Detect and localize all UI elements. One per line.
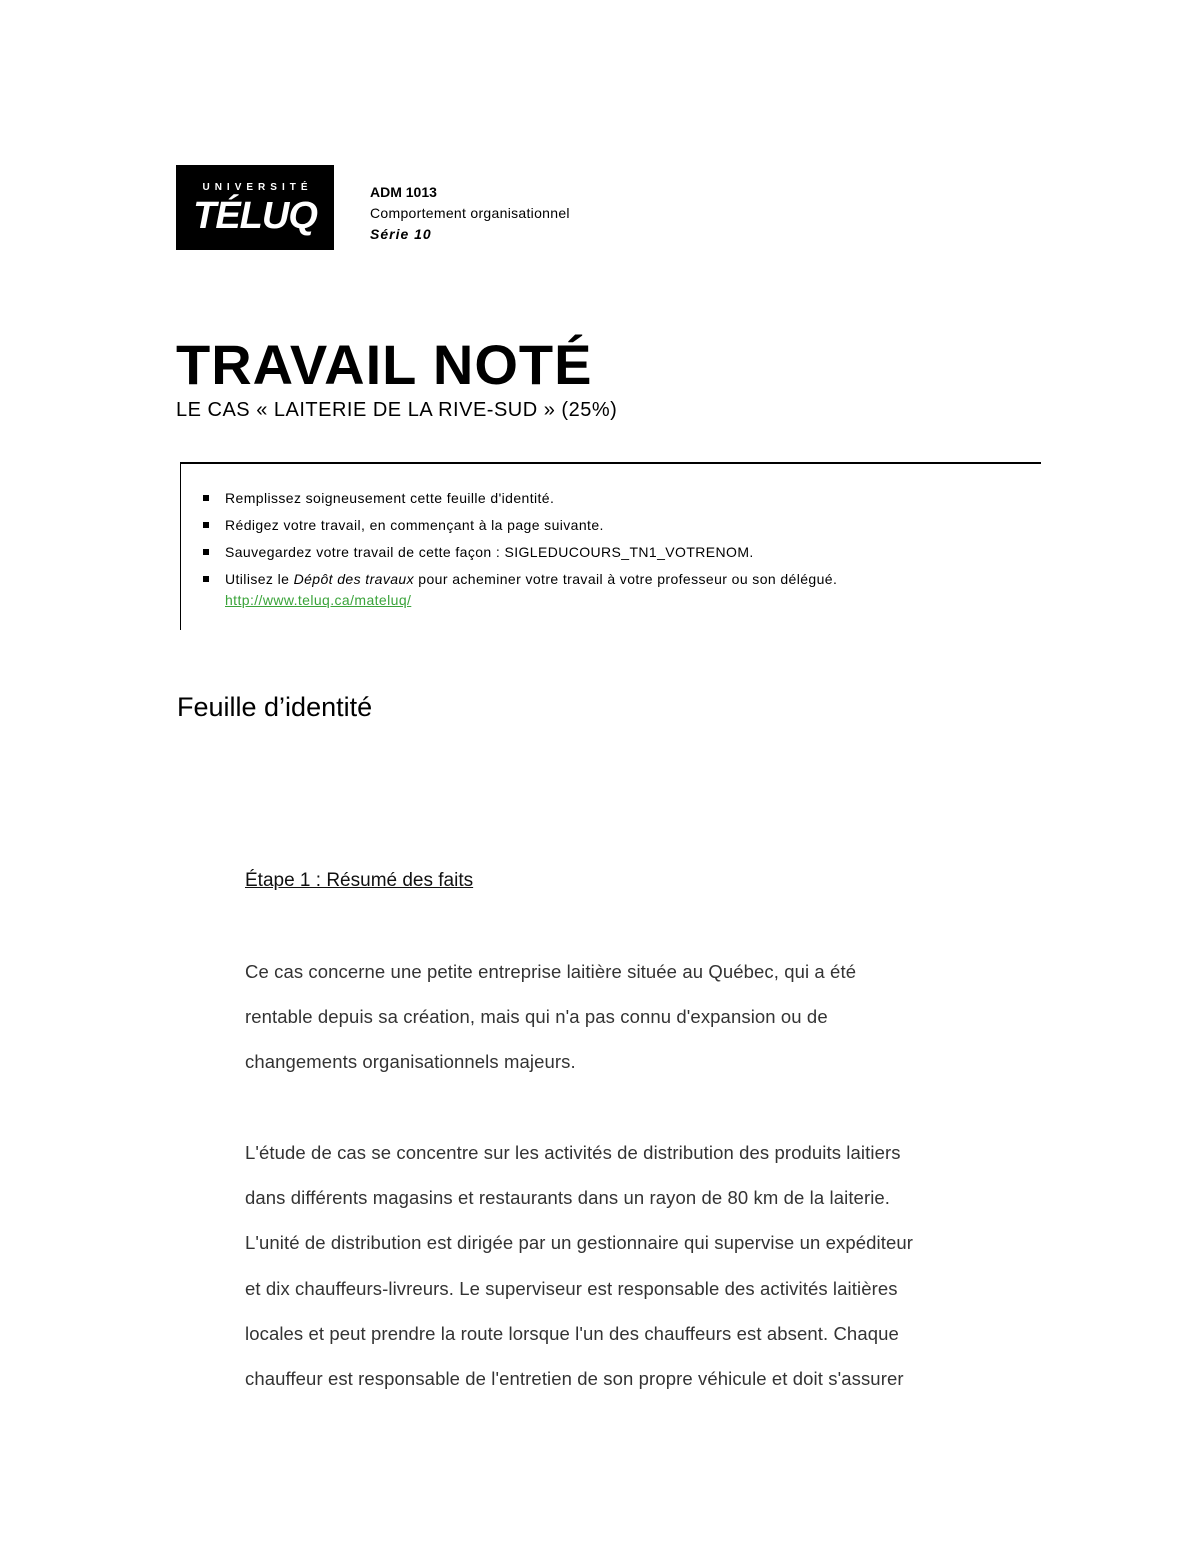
- step-title: Étape 1 : Résumé des faits: [245, 870, 474, 891]
- instruction-item: [203, 569, 837, 611]
- instructions-box: [180, 462, 1041, 630]
- instruction-item: [203, 488, 837, 508]
- instruction-text-prefix: Utilisez le: [225, 571, 294, 587]
- instruction-item: [203, 515, 837, 535]
- instruction-text: Remplissez soigneusement cette feuille d'identité.: [225, 490, 555, 506]
- instruction-text: Sauvegardez votre travail de cette façon : SIGLEDUCOURS_TN1_VOTRENOM.: [225, 544, 754, 560]
- logo-university-text: UNIVERSITÉ: [202, 182, 313, 193]
- course-code: ADM 1013: [370, 184, 437, 200]
- logo-teluq-text: TÉLUQ: [193, 195, 317, 237]
- paragraph-line: L'unité de distribution est dirigée par un gestionnaire qui supervise un expéditeur: [245, 1232, 913, 1254]
- paragraph-line: et dix chauffeurs-livreurs. Le superviseur est responsable des activités laitières: [245, 1277, 898, 1299]
- paragraph-line: chauffeur est responsable de l'entretien de son propre véhicule et doit s'assurer: [245, 1368, 904, 1390]
- paragraph-1: [245, 949, 1035, 1085]
- paragraph-line: locales et peut prendre la route lorsque l'un des chauffeurs est absent. Chaque: [245, 1322, 899, 1344]
- bullet-icon: [203, 549, 209, 555]
- instruction-item: [203, 542, 837, 562]
- paragraph-line: dans différents magasins et restaurants dans un rayon de 80 km de la laiterie.: [245, 1187, 891, 1209]
- paragraph-line: L'étude de cas se concentre sur les activités de distribution des produits laitiers: [245, 1142, 901, 1163]
- teluq-logo: [176, 165, 334, 250]
- instruction-text-emphasis: Dépôt des travaux: [293, 571, 415, 587]
- instruction-text: Rédigez votre travail, en commençant à la page suivante.: [225, 517, 604, 533]
- page-title: TRAVAIL NOTÉ: [176, 333, 593, 396]
- instructions-list: [203, 488, 837, 618]
- course-serie: Série 10: [370, 226, 432, 242]
- mateluq-link[interactable]: http://www.teluq.ca/mateluq/: [225, 592, 412, 608]
- paragraph-line: changements organisationnels majeurs.: [245, 1051, 576, 1073]
- section-title: Feuille d’identité: [177, 692, 373, 722]
- course-name: Comportement organisationnel: [370, 205, 570, 221]
- paragraph-line: Ce cas concerne une petite entreprise laitière située au Québec, qui a été: [245, 961, 857, 982]
- paragraph-2: [245, 1130, 1035, 1401]
- bullet-icon: [203, 576, 209, 582]
- instruction-text-suffix: pour acheminer votre travail à votre professeur ou son délégué.: [414, 571, 838, 587]
- paragraph-line: rentable depuis sa création, mais qui n'a pas connu d'expansion ou de: [245, 1006, 828, 1028]
- course-info: [370, 182, 570, 245]
- page-subtitle: LE CAS « LAITERIE DE LA RIVE-SUD » (25%): [176, 399, 618, 421]
- bullet-icon: [203, 522, 209, 528]
- bullet-icon: [203, 495, 209, 501]
